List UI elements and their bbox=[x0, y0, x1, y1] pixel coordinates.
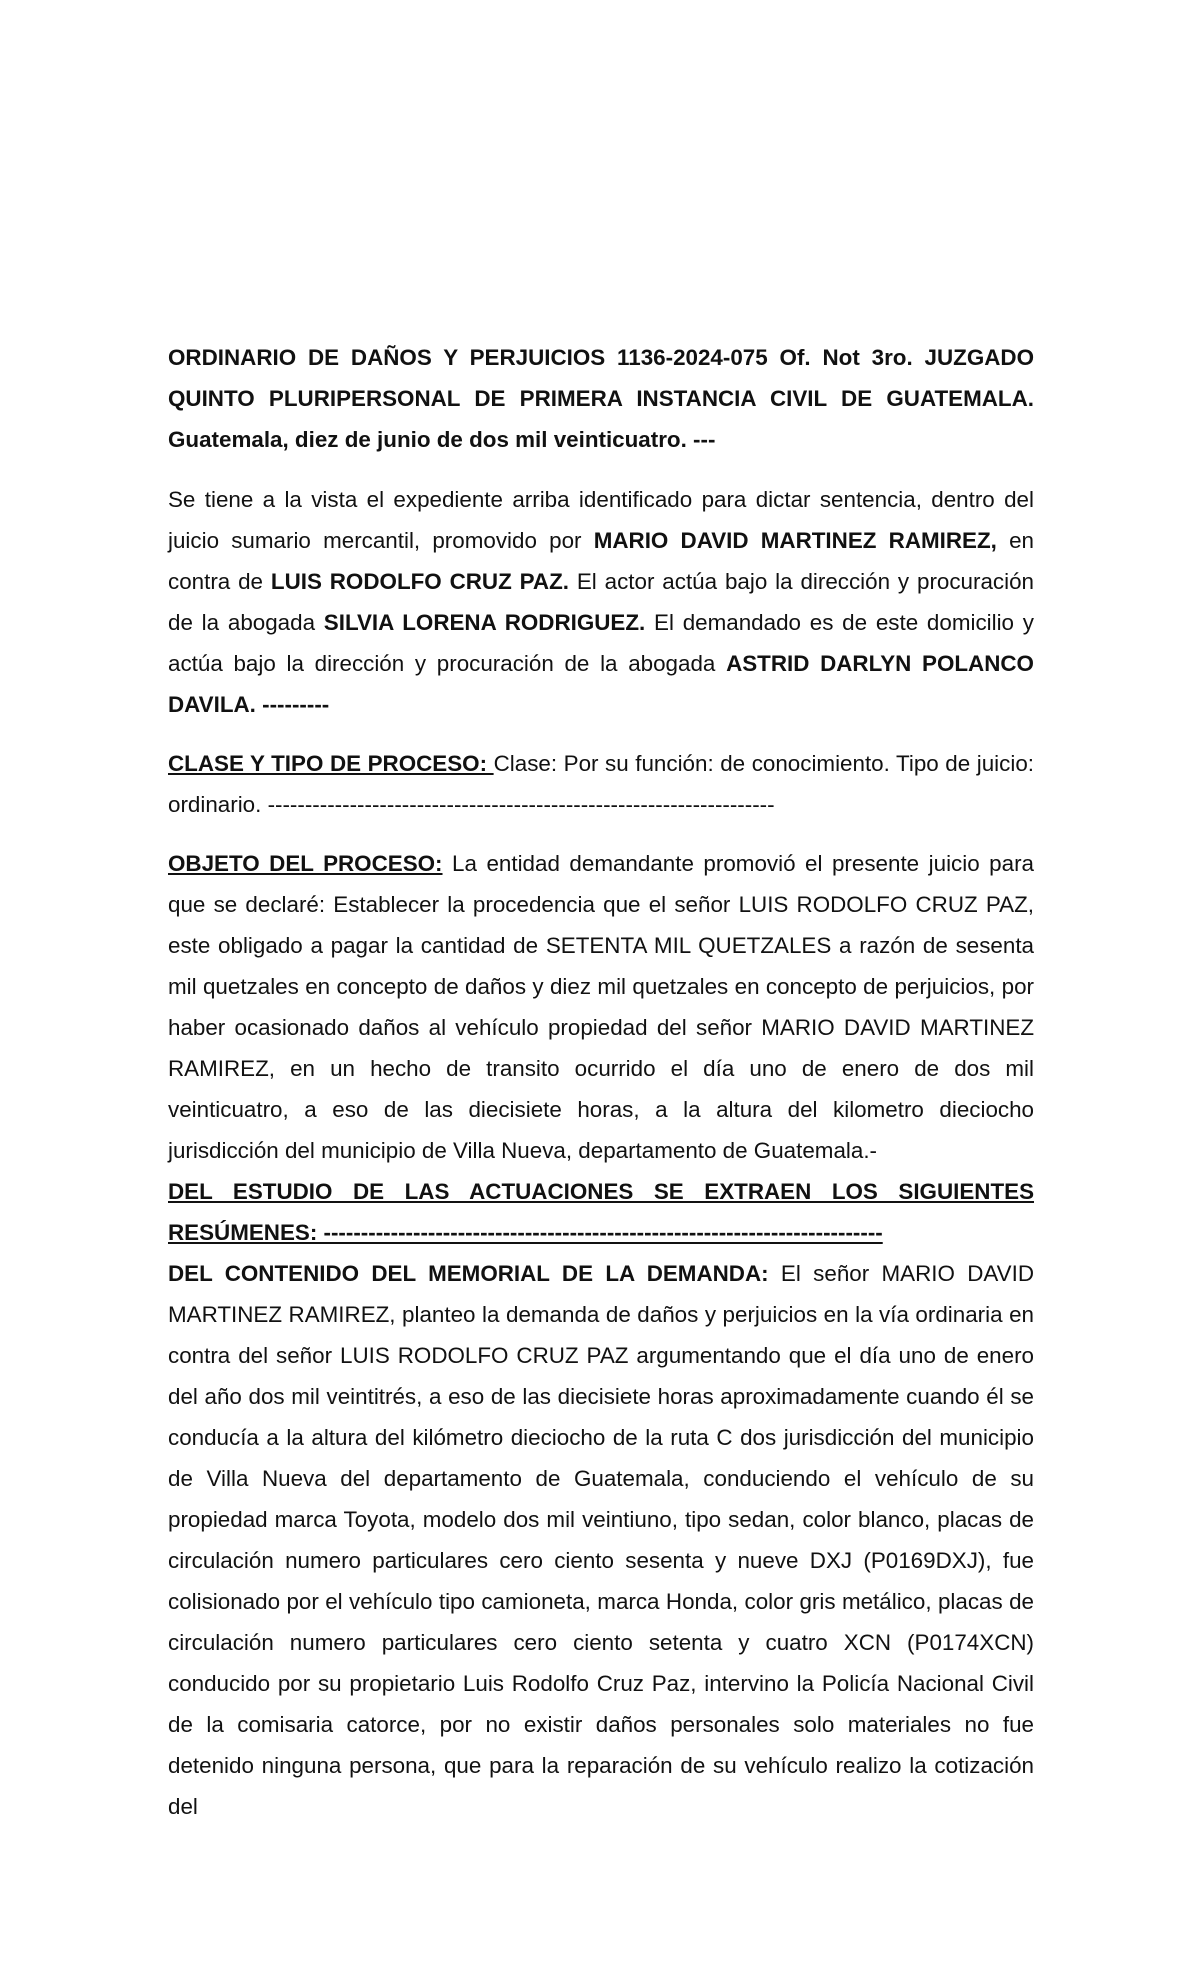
process-type-text: Clase: Por su función: de conocimiento. Tipo de juicio: ordinario. -------------------------------------------------------------------- bbox=[168, 751, 1035, 817]
intro-text-2: en contra de bbox=[168, 528, 1034, 594]
process-type-heading: CLASE Y TIPO DE PROCESO: bbox=[168, 751, 494, 776]
process-object-heading: OBJETO DEL PROCESO: bbox=[168, 851, 443, 876]
claim-text: El señor MARIO DAVID MARTINEZ RAMIREZ, planteo la demanda de daños y perjuicios en la vía ordinaria en contra del señor LUIS RODOLFO CRUZ PAZ argumentando que el día uno de enero del año dos mil veintitrés, a eso de las diecisiete horas aproximadamente cuando él se conducía a la altura del kilómetro dieciocho de la ruta C dos jurisdicción del municipio de Villa Nueva del departamento de Guatemala, conduciendo el vehículo de su propiedad marca Toyota, modelo dos mil veintiuno, tipo sedan, color blanco, placas de circulación numero particulares cero ciento sesenta y nueve DXJ (P0169DXJ), fue colisionado por el vehículo tipo camioneta, marca Honda, color gris metálico, placas de circulación numero particulares cero ciento setenta y cuatro XCN (P0174XCN) conducido por su propietario Luis Rodolfo Cruz Paz, intervino la Policía Nacional Civil de la comisaria catorce, por no existir daños personales solo materiales no fue detenido ninguna persona, que para la reparación de su vehículo realizo la cotización del bbox=[168, 1261, 1034, 1819]
actor-name: MARIO DAVID MARTINEZ RAMIREZ, bbox=[593, 528, 997, 553]
process-object-paragraph bbox=[168, 843, 1034, 1171]
intro-text-4: El demandado es de este domicilio y actúa bajo la dirección y procuración de la abogada bbox=[168, 610, 1034, 676]
process-object-text: La entidad demandante promovió el presente juicio para que se declaré: Establecer la procedencia que el señor LUIS RODOLFO CRUZ PAZ, este obligado a pagar la cantidad de SETENTA MIL QUETZALES a razón de sesenta mil quetzales en concepto de daños y diez mil quetzales en concepto de perjuicios, por haber ocasionado daños al vehículo propiedad del señor MARIO DAVID MARTINEZ RAMIREZ, en un hecho de transito ocurrido el día uno de enero de dos mil veinticuatro, a eso de las diecisiete horas, a la altura del kilometro dieciocho jurisdicción del municipio de Villa Nueva, departamento de Guatemala.- bbox=[168, 851, 1034, 1163]
document-header bbox=[168, 337, 1034, 460]
process-type-paragraph bbox=[168, 743, 1034, 825]
study-heading: DEL ESTUDIO DE LAS ACTUACIONES SE EXTRAEN LOS SIGUIENTES RESÚMENES: --------------------------------------------------------------------------- bbox=[168, 1179, 1034, 1245]
defendant-lawyer-name: ASTRID DARLYN POLANCO DAVILA. --------- bbox=[168, 651, 1034, 717]
document-page bbox=[168, 337, 1034, 1827]
intro-text-3: El actor actúa bajo la dirección y procuración de la abogada bbox=[168, 569, 1034, 635]
intro-text-1: Se tiene a la vista el expediente arriba identificado para dictar sentencia, dentro del juicio sumario mercantil, promovido por bbox=[168, 487, 1034, 553]
study-heading-paragraph bbox=[168, 1171, 1034, 1253]
intro-paragraph bbox=[168, 479, 1034, 725]
actor-lawyer-name: SILVIA LORENA RODRIGUEZ. bbox=[323, 610, 646, 635]
claim-paragraph bbox=[168, 1253, 1034, 1827]
defendant-name: LUIS RODOLFO CRUZ PAZ. bbox=[270, 569, 569, 594]
claim-heading: DEL CONTENIDO DEL MEMORIAL DE LA DEMANDA: bbox=[168, 1261, 769, 1286]
header-title: ORDINARIO DE DAÑOS Y PERJUICIOS 1136-2024-075 Of. Not 3ro. JUZGADO QUINTO PLURIPERSONAL DE PRIMERA INSTANCIA CIVIL DE GUATEMALA. Guatemala, diez de junio de dos mil veinticuatro. --- bbox=[168, 345, 1034, 452]
